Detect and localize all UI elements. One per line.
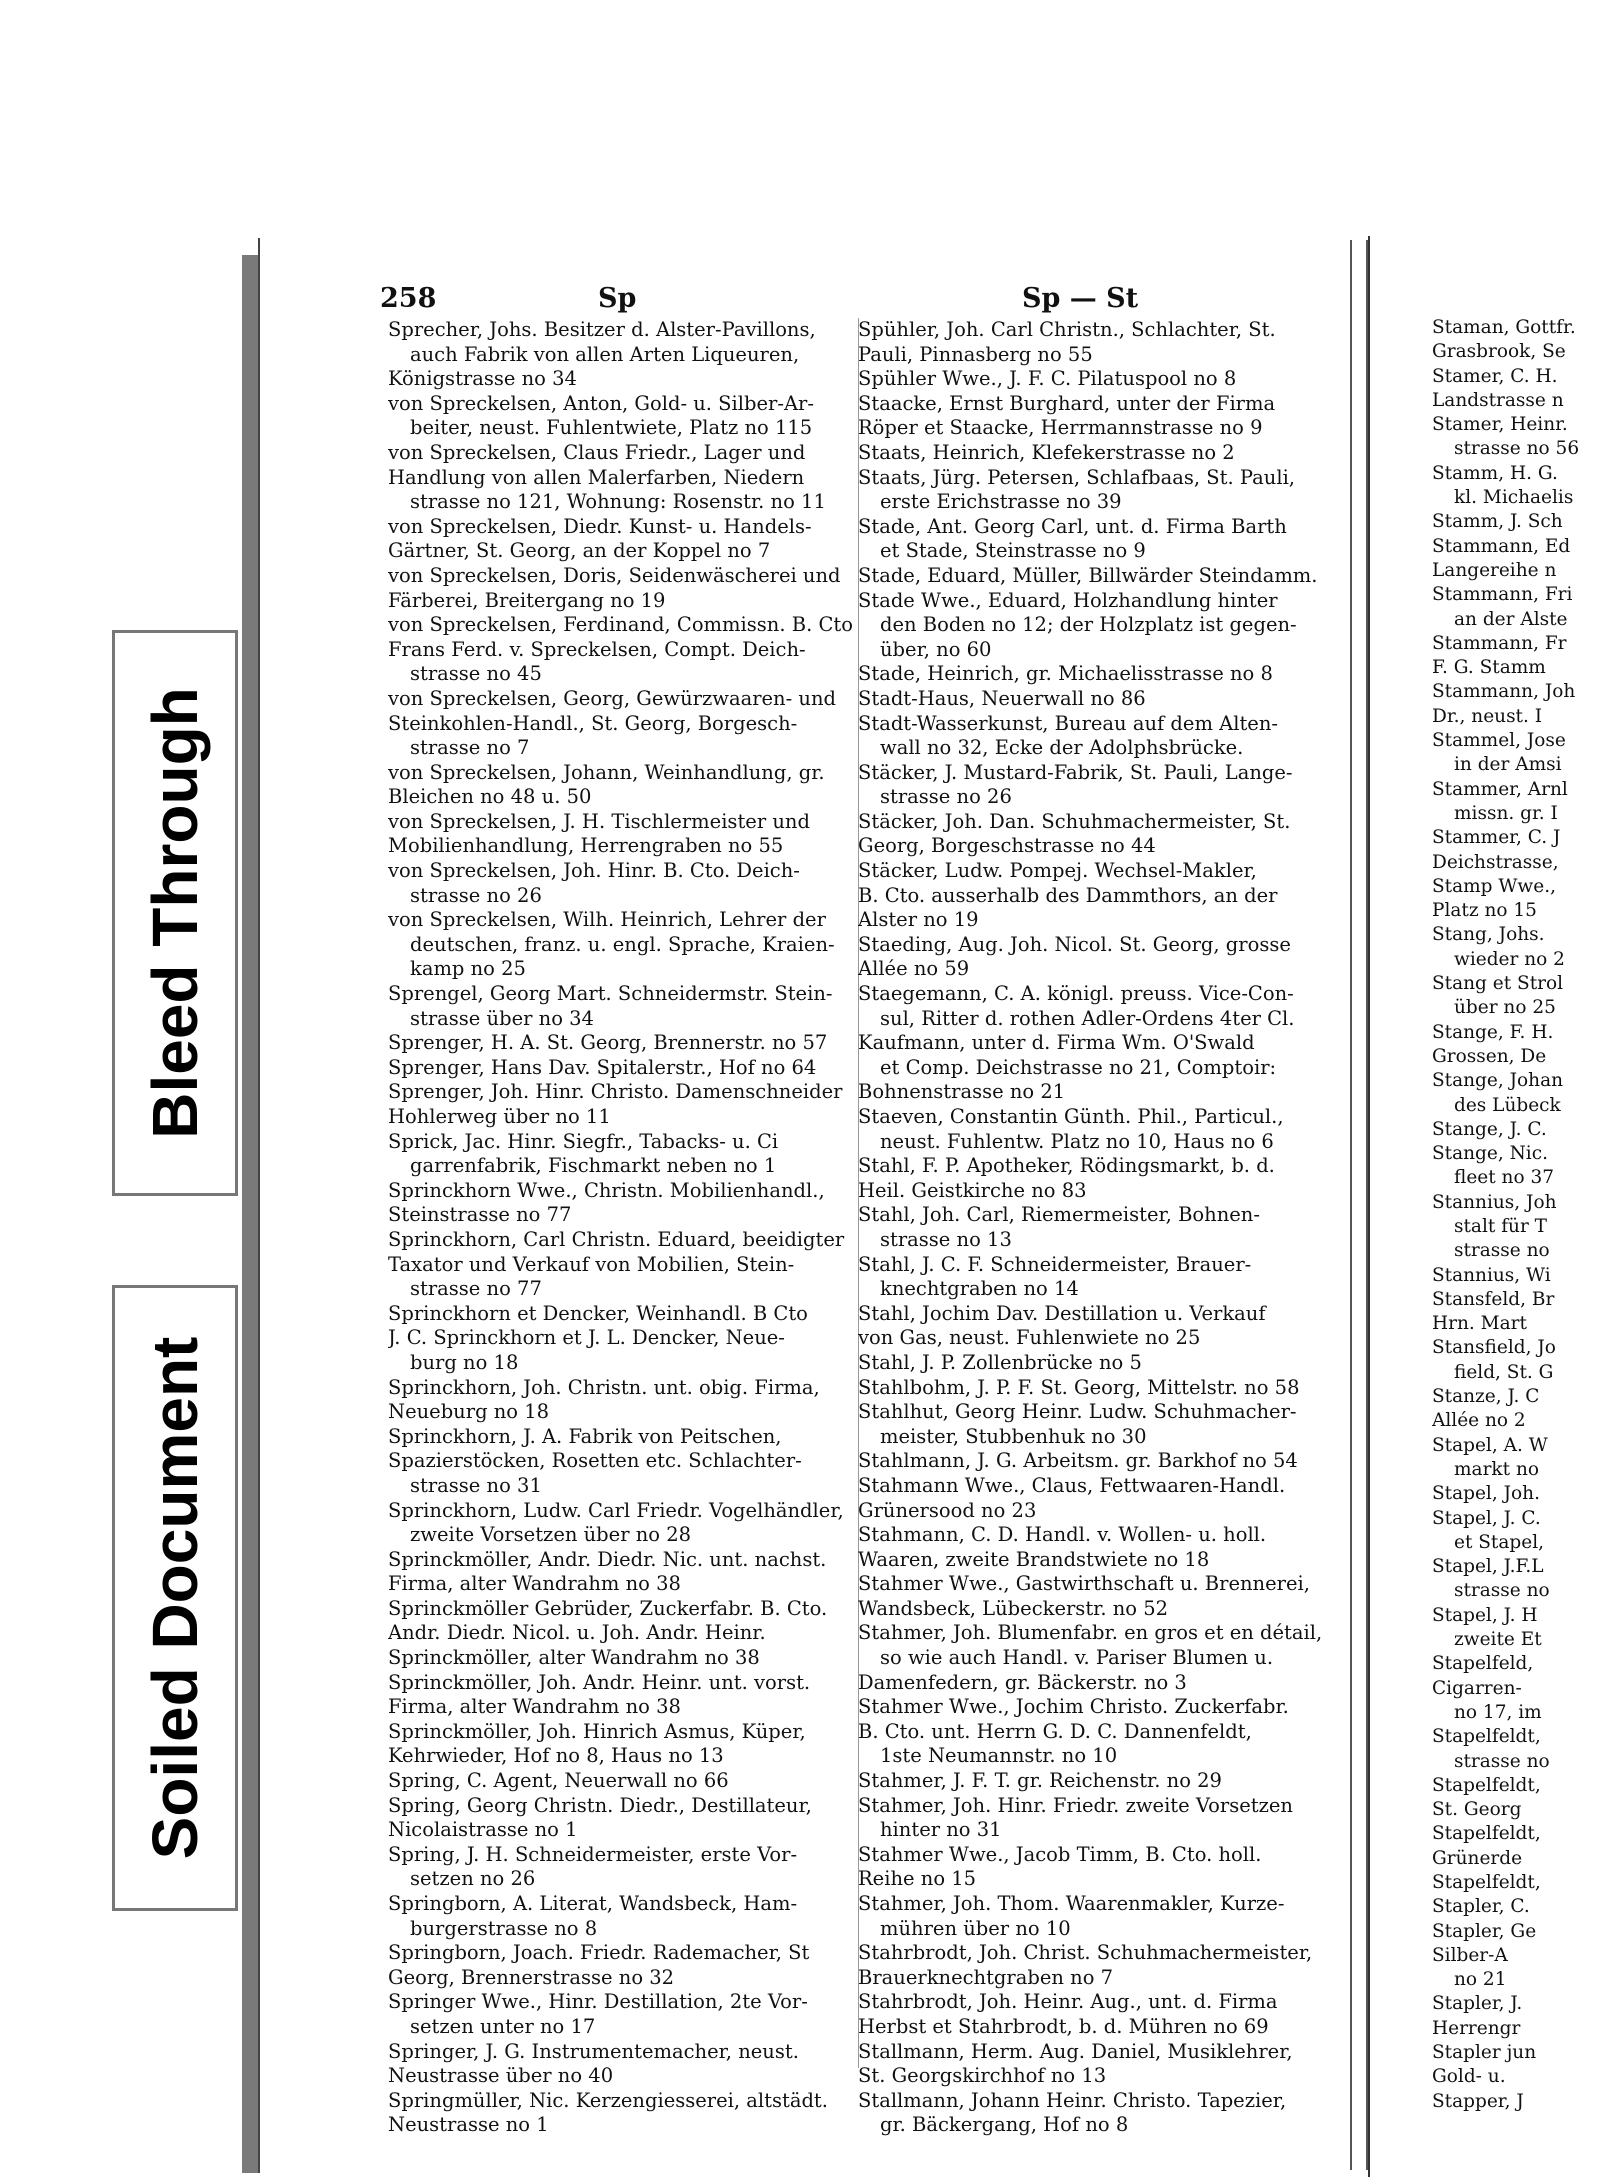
directory-line: garrenfabrik, Fischmarkt neben no 1 (410, 1154, 777, 1178)
directory-line: Neueburg no 18 (388, 1400, 550, 1424)
directory-line: mühren über no 10 (880, 1916, 1071, 1940)
directory-line: Stanze, J. C (1432, 1386, 1540, 1408)
directory-line: Sprinckmöller, alter Wandrahm no 38 (388, 1646, 760, 1670)
directory-line: Stadt-Haus, Neuerwall no 86 (858, 686, 1146, 710)
directory-line: Färberei, Breitergang no 19 (388, 588, 666, 612)
directory-line: Stammann, Ed (1432, 535, 1571, 557)
directory-line: Stahmer Wwe., Jochim Christo. Zuckerfabr. (858, 1695, 1289, 1719)
directory-line: Grossen, De (1432, 1045, 1547, 1067)
directory-line: Sprinckmöller, Joh. Andr. Heinr. unt. vorst. (388, 1670, 811, 1694)
soiled-document-label (112, 1285, 238, 1911)
directory-line: Herbst et Stahrbrodt, b. d. Mühren no 69 (858, 2014, 1269, 2038)
directory-line: Sprenger, H. A. St. Georg, Brennerstr. no 57 (388, 1031, 828, 1055)
directory-line: Silber-A (1432, 1944, 1508, 1966)
directory-line: Stapler jun (1432, 2042, 1537, 2064)
directory-line: Sprengel, Georg Mart. Schneidermstr. Stein- (388, 982, 833, 1006)
directory-line: burg no 18 (410, 1350, 519, 1374)
directory-line: Sprinckhorn Wwe., Christn. Mobilienhandl., (388, 1178, 825, 1202)
directory-line: Sprinckmöller, Andr. Diedr. Nic. unt. nachst. (388, 1547, 827, 1571)
directory-line: in der Amsi (1454, 754, 1562, 776)
directory-line: wall no 32, Ecke der Adolphsbrücke. (880, 736, 1244, 760)
directory-line: Stahrbrodt, Joh. Heinr. Aug., unt. d. Firma (858, 1990, 1278, 2014)
directory-line: von Spreckelsen, Diedr. Kunst- u. Handels- (388, 514, 812, 538)
directory-line: Stapler, C. (1432, 1896, 1530, 1918)
directory-line: strasse no 56 (1454, 438, 1580, 460)
directory-line: Springborn, A. Literat, Wandsbeck, Ham- (388, 1892, 798, 1915)
directory-line: zweite Et (1454, 1629, 1542, 1651)
directory-line: burgerstrasse no 8 (410, 1916, 598, 1940)
directory-line: Sprenger, Joh. Hinr. Christo. Damenschneider (388, 1080, 843, 1104)
directory-line: von Spreckelsen, Ferdinand, Commissn. B. Cto (388, 613, 853, 637)
directory-line: Stammann, Fr (1432, 632, 1567, 654)
directory-line: strasse no 77 (410, 1277, 542, 1301)
directory-line: Sprinckmöller Gebrüder, Zuckerfabr. B. Cto. (388, 1596, 828, 1620)
directory-line: Stahlbohm, J. P. F. St. Georg, Mittelstr. no 58 (858, 1375, 1300, 1399)
directory-line: Stange, Nic. (1432, 1143, 1548, 1165)
directory-line: Gold- u. (1432, 2066, 1506, 2088)
directory-line: Herrengr (1432, 2017, 1521, 2039)
directory-line: von Spreckelsen, Georg, Gewürzwaaren- und (388, 686, 837, 710)
directory-line: Stahl, F. P. Apotheker, Rödingsmarkt, b. d. (858, 1154, 1275, 1178)
directory-line: Stamm, H. G. (1432, 462, 1558, 484)
directory-line: strasse no 31 (410, 1473, 542, 1497)
directory-line: Stapelfeldt, (1432, 1872, 1541, 1893)
directory-line: Stadt-Wasserkunst, Bureau auf dem Alten- (858, 711, 1278, 735)
directory-line: Kaufmann, unter d. Firma Wm. O'Swald (858, 1031, 1255, 1055)
bleed-through-label (112, 630, 238, 1196)
directory-line: Stamm, J. Sch (1432, 511, 1563, 533)
directory-line: strasse no (1454, 1580, 1550, 1602)
directory-line: Stapler, Ge (1432, 1920, 1537, 1942)
directory-line: Frans Ferd. v. Spreckelsen, Compt. Deich- (388, 637, 806, 661)
directory-line: von Gas, neust. Fuhlenwiete no 25 (858, 1326, 1201, 1350)
directory-line: Spring, J. H. Schneidermeister, erste Vor- (388, 1842, 798, 1866)
directory-line: Stang, Johs. (1432, 924, 1545, 946)
directory-line: meister, Stubbenhuk no 30 (880, 1424, 1147, 1448)
directory-line: Spring, Georg Christn. Diedr., Destillateur, (388, 1793, 812, 1817)
directory-column-middle (858, 318, 1348, 2138)
directory-line: Neustrasse über no 40 (388, 2064, 614, 2088)
directory-line: Stapel, J. H (1432, 1604, 1538, 1626)
directory-line: kl. Michaelis (1454, 487, 1574, 509)
directory-line: Springmüller, Nic. Kerzengiesserei, altstädt. (388, 2088, 828, 2112)
directory-line: Staats, Jürg. Petersen, Schlafbaas, St. Pauli, (858, 465, 1295, 489)
directory-line: Bohnenstrasse no 21 (858, 1080, 1066, 1104)
directory-line: Stapelfeldt, (1432, 1726, 1541, 1748)
directory-line: strasse no 121, Wohnung: Rosenstr. no 11 (410, 490, 826, 514)
directory-line: neust. Fuhlentw. Platz no 10, Haus no 6 (880, 1129, 1274, 1153)
directory-line: Stange, Johan (1432, 1070, 1564, 1092)
directory-line: Stang et Strol (1432, 973, 1564, 995)
directory-line: Kehrwieder, Hof no 8, Haus no 13 (388, 1744, 724, 1768)
directory-line: Stade, Ant. Georg Carl, unt. d. Firma Barth (858, 514, 1287, 538)
directory-line: über, no 60 (880, 637, 992, 661)
directory-line: von Spreckelsen, Johann, Weinhandlung, gr. (388, 760, 825, 784)
directory-line: Deichstrasse, (1432, 851, 1559, 873)
directory-line: von Spreckelsen, Doris, Seidenwäscherei und (388, 563, 841, 587)
directory-line: Grünersood no 23 (858, 1498, 1037, 1522)
directory-line: Staman, Gottfr. (1432, 317, 1576, 338)
directory-line: hinter no 31 (880, 1818, 1002, 1842)
soiled-document-text: Soiled Document (139, 1336, 211, 1860)
directory-line: Stade, Eduard, Müller, Billwärder Steindamm. (858, 563, 1318, 587)
directory-line: auch Fabrik von allen Arten Liqueuren, (410, 342, 800, 366)
directory-line: Steinkohlen-Handl., St. Georg, Borgesch- (388, 711, 798, 735)
directory-line: Hohlerweg über no 11 (388, 1105, 611, 1128)
directory-line: Allée no 2 (1432, 1410, 1526, 1432)
directory-line: Nicolaistrasse no 1 (388, 1818, 578, 1842)
directory-line: von Spreckelsen, Anton, Gold- u. Silber-Ar- (388, 391, 814, 415)
directory-line: Wandsbeck, Lübeckerstr. no 52 (858, 1596, 1169, 1620)
directory-line: Stahmer Wwe., Gastwirthschaft u. Brennerei, (858, 1572, 1310, 1596)
directory-line: Stapel, J.F.L (1432, 1556, 1544, 1578)
directory-line: Spring, C. Agent, Neuerwall no 66 (388, 1769, 729, 1793)
directory-line: Stahmer Wwe., Jacob Timm, B. Cto. holl. (858, 1842, 1262, 1866)
directory-line: Stammer, Arnl (1432, 778, 1568, 800)
directory-line: Springborn, Joach. Friedr. Rademacher, St (388, 1941, 810, 1965)
directory-line: missn. gr. I (1454, 802, 1558, 824)
directory-line: strasse no 26 (880, 785, 1012, 809)
directory-line: Stallmann, Herm. Aug. Daniel, Musiklehrer, (858, 2039, 1293, 2063)
directory-line: gr. Bäckergang, Hof no 8 (880, 2113, 1129, 2137)
directory-line: Stahrbrodt, Joh. Christ. Schuhmachermeister, (858, 1941, 1313, 1965)
directory-line: Königstrasse no 34 (388, 367, 577, 391)
directory-line: Sprecher, Johs. Besitzer d. Alster-Pavillons, (388, 318, 816, 341)
directory-line: Staats, Heinrich, Klefekerstrasse no 2 (858, 440, 1235, 464)
directory-line: strasse no 26 (410, 883, 542, 907)
directory-line: no 17, im (1454, 1701, 1542, 1723)
page-gutter (1350, 240, 1368, 2170)
directory-line: Dr., neust. I (1432, 705, 1543, 727)
directory-line: des Lübeck (1454, 1094, 1561, 1116)
directory-line: Heil. Geistkirche no 83 (858, 1178, 1087, 1202)
directory-line: et Stade, Steinstrasse no 9 (880, 539, 1146, 563)
directory-line: Staacke, Ernst Burghard, unter der Firma (858, 391, 1276, 415)
directory-line: Sprinckhorn, Ludw. Carl Friedr. Vogelhändler, (388, 1498, 844, 1522)
directory-column-left (388, 318, 858, 2138)
directory-line: Sprinckhorn, Joh. Christn. unt. obig. Firma, (388, 1375, 820, 1399)
directory-line: sul, Ritter d. rothen Adler-Ordens 4ter Cl. (880, 1006, 1295, 1030)
directory-line: den Boden no 12; der Holzplatz ist gegen- (880, 613, 1297, 637)
directory-line: markt no (1454, 1458, 1539, 1480)
directory-line: Stallmann, Johann Heinr. Christo. Tapezier, (858, 2088, 1287, 2112)
directory-line: Stammer, C. J (1432, 827, 1561, 849)
directory-line: Stahmer, Joh. Hinr. Friedr. zweite Vorsetzen (858, 1793, 1293, 1817)
directory-line: Waaren, zweite Brandstwiete no 18 (858, 1547, 1210, 1571)
directory-line: Mobilienhandlung, Herrengraben no 55 (388, 834, 784, 858)
directory-line: Stahl, Jochim Dav. Destillation u. Verkauf (858, 1301, 1266, 1325)
directory-line: Stapelfeldt, (1432, 1774, 1541, 1796)
directory-line: so wie auch Handl. v. Pariser Blumen u. (880, 1646, 1274, 1670)
directory-line: Sprinckhorn, J. A. Fabrik von Peitschen, (388, 1424, 782, 1448)
directory-line: Stahmer, Joh. Thom. Waarenmakler, Kurze- (858, 1892, 1285, 1915)
directory-line: Sprenger, Hans Dav. Spitalerstr., Hof no 64 (388, 1055, 817, 1079)
directory-line: Stahl, J. C. F. Schneidermeister, Brauer- (858, 1252, 1252, 1276)
directory-line: Spühler Wwe., J. F. C. Pilatuspool no 8 (858, 367, 1237, 391)
directory-line: zweite Vorsetzen über no 28 (410, 1523, 692, 1547)
directory-line: setzen unter no 17 (410, 2014, 596, 2038)
directory-line: Stammann, Fri (1432, 584, 1573, 606)
directory-line: no 21 (1454, 1969, 1507, 1991)
directory-line: strasse über no 34 (410, 1006, 594, 1030)
directory-line: Stahmann Wwe., Claus, Fettwaaren-Handl. (858, 1473, 1286, 1497)
directory-line: et Stapel, (1454, 1531, 1544, 1553)
directory-line: Staegemann, C. A. königl. preuss. Vice-Con- (858, 982, 1294, 1006)
directory-line: strasse no 13 (880, 1227, 1012, 1251)
directory-line: Stannius, Joh (1432, 1191, 1557, 1213)
directory-line: F. G. Stamm (1432, 657, 1546, 679)
directory-line: Stapler, J. (1432, 1993, 1523, 2015)
directory-line: an der Alste (1454, 608, 1568, 630)
directory-line: Langereihe n (1432, 559, 1557, 581)
directory-line: von Spreckelsen, J. H. Tischlermeister und (388, 809, 810, 833)
directory-line: Stahmann, C. D. Handl. v. Wollen- u. holl. (858, 1523, 1267, 1547)
directory-line: Georg, Borgeschstrasse no 44 (858, 834, 1156, 858)
directory-line: Stammel, Jose (1432, 730, 1566, 752)
directory-line: Damenfedern, gr. Bäckerstr. no 3 (858, 1670, 1187, 1694)
directory-line: St. Georgskirchhof no 13 (858, 2064, 1107, 2088)
directory-line: Stange, J. C. (1432, 1118, 1547, 1140)
directory-line: B. Cto. ausserhalb des Dammthors, an der (858, 883, 1278, 907)
directory-line: Grünerde (1432, 1847, 1523, 1869)
directory-line: Grasbrook, Se (1432, 341, 1566, 363)
directory-line: Stäcker, Joh. Dan. Schuhmachermeister, St. (858, 809, 1291, 833)
directory-line: J. C. Sprinckhorn et J. L. Dencker, Neue- (388, 1326, 785, 1350)
directory-line: Platz no 15 (1432, 900, 1537, 922)
directory-line: Stapelfeld, (1432, 1653, 1534, 1675)
directory-line: strasse no (1454, 1750, 1550, 1772)
directory-line: Stäcker, J. Mustard-Fabrik, St. Pauli, Lange- (858, 760, 1293, 784)
running-head-left: Sp (598, 283, 637, 314)
bleed-through-text: Bleed Through (139, 687, 211, 1139)
directory-line: Staeven, Constantin Günth. Phil., Particul., (858, 1105, 1284, 1128)
directory-line: Steinstrasse no 77 (388, 1203, 572, 1227)
directory-line: Andr. Diedr. Nicol. u. Joh. Andr. Heinr. (388, 1621, 766, 1645)
directory-line: Allée no 59 (858, 957, 970, 981)
directory-line: Landstrasse n (1432, 389, 1564, 411)
directory-line: Stapper, J (1432, 2090, 1524, 2112)
directory-line: Staeding, Aug. Joh. Nicol. St. Georg, grosse (858, 932, 1291, 956)
directory-line: Alster no 19 (858, 908, 979, 932)
directory-line: Stamer, C. H. (1432, 365, 1558, 387)
directory-column-right-partial (1432, 316, 1600, 2114)
directory-line: Stapel, Joh. (1432, 1483, 1540, 1505)
directory-line: Stammann, Joh (1432, 681, 1576, 703)
directory-line: St. Georg (1432, 1799, 1522, 1821)
directory-line: Stamp Wwe., (1432, 875, 1556, 897)
directory-line: von Spreckelsen, Claus Friedr., Lager und (388, 440, 806, 464)
directory-line: über no 25 (1454, 997, 1556, 1019)
directory-line: erste Erichstrasse no 39 (880, 490, 1122, 514)
directory-line: Stapel, J. C. (1432, 1507, 1541, 1529)
running-head-right: Sp — St (1022, 283, 1139, 314)
directory-line: Brauerknechtgraben no 7 (858, 1965, 1114, 1989)
directory-line: field, St. G (1454, 1361, 1554, 1383)
directory-line: fleet no 37 (1454, 1167, 1555, 1189)
directory-line: knechtgraben no 14 (880, 1277, 1079, 1301)
directory-line: Stapelfeldt, (1432, 1823, 1541, 1845)
directory-line: Springer Wwe., Hinr. Destillation, 2te Vor- (388, 1990, 808, 2014)
directory-line: Stahlmann, J. G. Arbeitsm. gr. Barkhof no 54 (858, 1449, 1298, 1473)
directory-line: Stade Wwe., Eduard, Holzhandlung hinter (858, 588, 1278, 612)
directory-line: Stahl, J. P. Zollenbrücke no 5 (858, 1350, 1142, 1374)
directory-line: Georg, Brennerstrasse no 32 (388, 1965, 675, 1989)
directory-line: strasse no (1454, 1240, 1550, 1262)
directory-line: Stannius, Wi (1432, 1264, 1551, 1286)
directory-line: Cigarren- (1432, 1677, 1522, 1699)
directory-line: Springer, J. G. Instrumentemacher, neust. (388, 2039, 799, 2063)
directory-line: strasse no 7 (410, 736, 530, 760)
directory-line: kamp no 25 (410, 957, 526, 981)
directory-line: wieder no 2 (1454, 948, 1565, 970)
directory-line: 1ste Neumannstr. no 10 (880, 1744, 1118, 1768)
directory-line: Stapel, A. W (1432, 1434, 1548, 1456)
directory-line: Sprinckhorn et Dencker, Weinhandl. B Cto (388, 1301, 808, 1325)
directory-line: Spazierstöcken, Rosetten etc. Schlachter- (388, 1449, 802, 1473)
directory-line: Stamer, Heinr. (1432, 414, 1568, 436)
directory-line: Neustrasse no 1 (388, 2113, 549, 2137)
directory-line: Spühler, Joh. Carl Christn., Schlachter, St. (858, 318, 1276, 341)
directory-line: Stahmer, J. F. T. gr. Reichenstr. no 29 (858, 1769, 1222, 1793)
directory-line: Handlung von allen Malerfarben, Niedern (388, 465, 805, 489)
directory-line: strasse no 45 (410, 662, 542, 686)
directory-line: Taxator und Verkauf von Mobilien, Stein- (388, 1252, 795, 1276)
directory-line: von Spreckelsen, Joh. Hinr. B. Cto. Deich- (388, 859, 800, 883)
directory-line: et Comp. Deichstrasse no 21, Comptoir: (880, 1055, 1277, 1079)
page-number: 258 (380, 283, 437, 314)
directory-line: Stäcker, Ludw. Pompej. Wechsel-Makler, (858, 859, 1257, 883)
directory-line: von Spreckelsen, Wilh. Heinrich, Lehrer der (388, 908, 826, 932)
directory-line: Firma, alter Wandrahm no 38 (388, 1572, 681, 1596)
directory-line: Stange, F. H. (1432, 1021, 1554, 1043)
directory-line: Firma, alter Wandrahm no 38 (388, 1695, 681, 1719)
directory-line: Stahmer, Joh. Blumenfabr. en gros et en détail, (858, 1621, 1323, 1645)
directory-line: setzen no 26 (410, 1867, 536, 1891)
directory-line: Bleichen no 48 u. 50 (388, 785, 592, 809)
directory-line: Reihe no 15 (858, 1867, 977, 1891)
directory-line: B. Cto. unt. Herrn G. D. C. Dannenfeldt, (858, 1719, 1252, 1743)
directory-line: Gärtner, St. Georg, an der Koppel no 7 (388, 539, 771, 563)
directory-line: beiter, neust. Fuhlentwiete, Platz no 115 (410, 416, 813, 440)
directory-line: stalt für T (1454, 1215, 1548, 1237)
directory-line: Sprick, Jac. Hinr. Siegfr., Tabacks- u. Ci (388, 1129, 779, 1153)
directory-line: Stade, Heinrich, gr. Michaelisstrasse no 8 (858, 662, 1273, 686)
directory-line: deutschen, franz. u. engl. Sprache, Kraien- (410, 932, 835, 956)
directory-line: Hrn. Mart (1432, 1313, 1527, 1335)
directory-line: Röper et Staacke, Herrmannstrasse no 9 (858, 416, 1263, 440)
directory-line: Stansfield, Jo (1432, 1337, 1556, 1359)
directory-line: Sprinckhorn, Carl Christn. Eduard, beeidigter (388, 1227, 845, 1251)
directory-line: Stahlhut, Georg Heinr. Ludw. Schuhmacher- (858, 1400, 1297, 1424)
directory-line: Stahl, Joh. Carl, Riemermeister, Bohnen- (858, 1203, 1260, 1227)
directory-line: Sprinckmöller, Joh. Hinrich Asmus, Küper, (388, 1719, 806, 1743)
directory-line: Stansfeld, Br (1432, 1288, 1555, 1310)
directory-line: Pauli, Pinnasberg no 55 (858, 342, 1093, 366)
